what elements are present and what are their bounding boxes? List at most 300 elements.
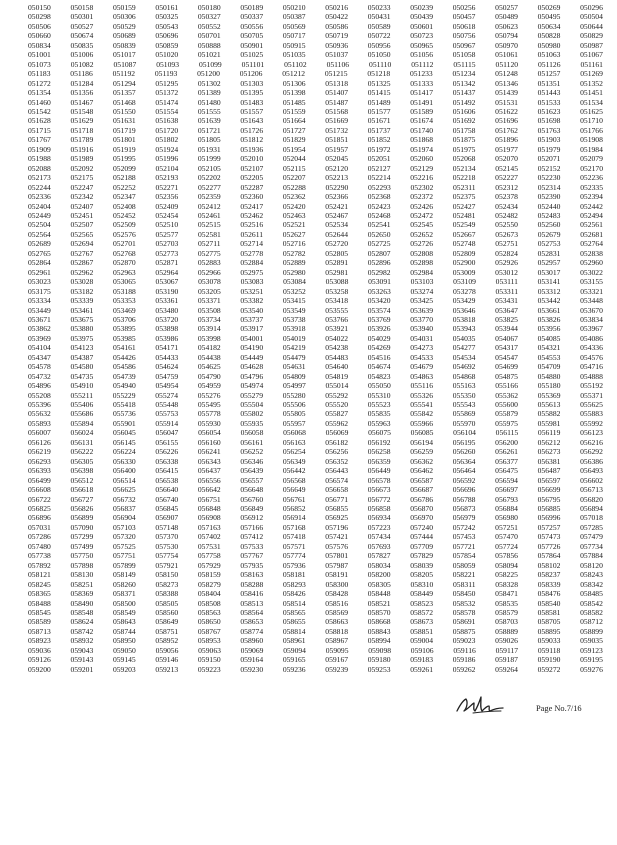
roll-number: 050589 xyxy=(367,21,391,31)
roll-number: 050756 xyxy=(452,31,476,41)
roll-row xyxy=(28,447,603,456)
roll-number: 058814 xyxy=(282,626,306,636)
roll-number: 056658 xyxy=(325,485,349,495)
roll-number: 058673 xyxy=(410,617,433,627)
roll-number: 052694 xyxy=(70,239,94,249)
roll-number: 052611 xyxy=(240,229,263,239)
roll-number: 058851 xyxy=(410,626,433,636)
roll-number: 050327 xyxy=(197,12,221,22)
roll-number: 051954 xyxy=(282,144,306,154)
roll-number: 051110 xyxy=(369,59,392,69)
roll-number: 052494 xyxy=(580,210,603,220)
roll-number: 056722 xyxy=(28,494,51,504)
roll-number: 058310 xyxy=(410,579,434,589)
roll-number: 058514 xyxy=(282,598,306,608)
roll-number: 059190 xyxy=(537,655,561,665)
roll-number: 057444 xyxy=(410,532,433,542)
roll-number: 054171 xyxy=(155,343,179,353)
roll-number: 059223 xyxy=(197,664,221,674)
roll-number: 050552 xyxy=(197,21,221,31)
roll-number: 056820 xyxy=(580,494,603,504)
roll-number: 058542 xyxy=(580,598,603,608)
roll-number: 051623 xyxy=(537,106,561,116)
roll-number: 056155 xyxy=(155,437,179,447)
roll-number: 052468 xyxy=(367,210,391,220)
roll-number: 056556 xyxy=(197,475,221,485)
roll-number: 051372 xyxy=(155,88,179,98)
roll-number: 051669 xyxy=(325,116,349,126)
roll-number: 053825 xyxy=(495,314,518,324)
roll-number: 052461 xyxy=(197,210,221,220)
roll-number: 059069 xyxy=(240,645,264,655)
roll-number: 052216 xyxy=(410,173,433,183)
roll-number: 058712 xyxy=(580,617,603,627)
roll-number: 051740 xyxy=(410,125,433,135)
roll-number: 052550 xyxy=(495,220,518,230)
roll-number: 051851 xyxy=(325,135,349,145)
roll-number: 052423 xyxy=(367,201,391,211)
roll-number: 052805 xyxy=(325,248,349,258)
roll-number: 051989 xyxy=(70,154,94,164)
roll-number: 050859 xyxy=(155,40,179,50)
roll-number: 056192 xyxy=(367,437,391,447)
roll-number: 051346 xyxy=(495,78,518,88)
roll-number: 057724 xyxy=(495,541,518,551)
roll-number: 052360 xyxy=(240,192,264,202)
roll-number: 059200 xyxy=(28,664,51,674)
roll-number: 058293 xyxy=(283,579,306,589)
roll-number: 050901 xyxy=(240,40,264,50)
roll-number: 052207 xyxy=(282,173,306,183)
roll-number: 052071 xyxy=(537,154,561,164)
roll-number: 056574 xyxy=(325,475,349,485)
roll-number: 056640 xyxy=(155,485,179,495)
roll-number: 057827 xyxy=(367,551,391,561)
roll-number: 054547 xyxy=(495,352,518,362)
roll-number: 051639 xyxy=(197,116,221,126)
roll-number: 052576 xyxy=(113,229,136,239)
roll-number: 052454 xyxy=(155,210,179,220)
roll-number: 051710 xyxy=(580,116,603,126)
roll-number: 054716 xyxy=(580,362,603,372)
roll-number: 057242 xyxy=(452,522,476,532)
roll-number: 054732 xyxy=(28,371,51,381)
roll-number: 051356 xyxy=(70,88,94,98)
roll-number: 051058 xyxy=(452,50,476,60)
roll-number: 052407 xyxy=(70,201,94,211)
roll-number: 053111 xyxy=(495,277,518,287)
roll-number: 051193 xyxy=(154,69,178,79)
roll-number: 058476 xyxy=(537,589,561,599)
roll-number: 056069 xyxy=(325,428,349,438)
roll-number: 058059 xyxy=(452,560,476,570)
roll-number: 050306 xyxy=(112,12,136,22)
roll-row xyxy=(28,324,603,333)
roll-number: 059098 xyxy=(368,645,392,655)
roll-number: 056195 xyxy=(452,437,476,447)
roll-number: 053895 xyxy=(112,324,136,334)
roll-number: 055520 xyxy=(325,400,349,410)
roll-number: 058767 xyxy=(197,626,221,636)
roll-number: 052516 xyxy=(240,220,264,230)
roll-number: 053065 xyxy=(113,277,136,287)
roll-number: 053258 xyxy=(325,286,349,296)
roll-number: 053251 xyxy=(240,286,264,296)
roll-row xyxy=(28,532,603,541)
roll-row xyxy=(28,457,603,466)
roll-number: 058564 xyxy=(240,608,264,617)
roll-number: 056449 xyxy=(367,466,391,476)
roll-number: 052984 xyxy=(410,267,433,277)
roll-number: 058535 xyxy=(495,598,518,608)
roll-number: 051248 xyxy=(495,69,518,79)
roll-number: 054974 xyxy=(240,381,264,391)
roll-number: 050161 xyxy=(155,3,179,12)
roll-number: 052375 xyxy=(452,192,476,202)
roll-number: 052870 xyxy=(112,258,136,268)
roll-number: 053770 xyxy=(410,314,433,324)
roll-number: 053926 xyxy=(367,324,391,334)
roll-number: 055418 xyxy=(112,400,136,410)
roll-number: 051302 xyxy=(197,78,221,88)
roll-number: 050970 xyxy=(495,40,518,50)
roll-number: 056826 xyxy=(70,504,94,514)
roll-number: 059118 xyxy=(537,645,561,655)
roll-number: 056261 xyxy=(495,447,518,457)
roll-number: 054586 xyxy=(112,362,136,372)
roll-number: 055883 xyxy=(580,409,603,419)
roll-number: 058703 xyxy=(495,617,518,627)
roll-number: 052359 xyxy=(197,192,221,202)
roll-number: 052966 xyxy=(197,267,221,277)
roll-number: 053022 xyxy=(580,267,603,277)
roll-row xyxy=(28,60,603,69)
roll-row xyxy=(28,258,603,267)
roll-number: 057412 xyxy=(240,532,264,542)
roll-number: 056795 xyxy=(537,494,561,504)
roll-row xyxy=(28,220,603,229)
roll-number: 056979 xyxy=(452,513,476,523)
roll-number: 059253 xyxy=(367,664,391,674)
roll-number: 054823 xyxy=(367,371,391,381)
roll-number: 058578 xyxy=(452,608,476,617)
roll-number: 053103 xyxy=(410,277,434,287)
roll-number: 051696 xyxy=(495,116,518,126)
roll-number: 051106 xyxy=(326,59,350,69)
roll-number: 058471 xyxy=(495,589,518,599)
roll-row xyxy=(28,12,603,21)
roll-number: 056751 xyxy=(197,494,221,504)
roll-number: 050717 xyxy=(282,31,306,41)
roll-number: 051908 xyxy=(580,135,603,145)
roll-number: 058449 xyxy=(410,589,433,599)
roll-number: 056126 xyxy=(28,437,51,447)
roll-number: 052509 xyxy=(112,220,136,230)
roll-number: 053956 xyxy=(537,324,561,334)
roll-number: 051555 xyxy=(197,106,221,116)
roll-number: 054739 xyxy=(112,371,136,381)
roll-number: 057801 xyxy=(325,551,349,561)
roll-number: 053431 xyxy=(495,296,518,306)
roll-number: 052462 xyxy=(240,210,264,220)
roll-number: 052507 xyxy=(70,220,94,230)
roll-number: 054269 xyxy=(367,343,391,353)
roll-number: 053918 xyxy=(282,324,306,334)
roll-number: 057499 xyxy=(70,541,94,551)
roll-number: 052378 xyxy=(495,192,518,202)
roll-number: 050915 xyxy=(282,40,306,50)
roll-number: 055166 xyxy=(495,381,518,391)
roll-number: 057090 xyxy=(70,522,94,532)
roll-number: 050705 xyxy=(240,31,264,41)
roll-number: 056934 xyxy=(367,513,391,523)
roll-number: 051988 xyxy=(28,154,51,164)
roll-number: 052290 xyxy=(325,182,349,192)
roll-number: 056258 xyxy=(367,447,391,457)
roll-number: 056760 xyxy=(240,494,264,504)
roll-number: 059262 xyxy=(452,664,476,674)
roll-number: 056260 xyxy=(452,447,476,457)
roll-number: 057899 xyxy=(112,560,136,570)
roll-number: 052293 xyxy=(368,182,391,192)
roll-number: 052679 xyxy=(537,229,561,239)
roll-number: 056849 xyxy=(240,504,264,514)
roll-number: 052896 xyxy=(367,258,391,268)
roll-number: 058961 xyxy=(282,636,306,646)
roll-number: 051557 xyxy=(240,106,264,116)
roll-number: 054640 xyxy=(325,362,349,372)
roll-number: 058328 xyxy=(495,579,518,589)
roll-number: 056642 xyxy=(197,485,221,495)
roll-number: 056848 xyxy=(197,504,221,514)
roll-number: 056359 xyxy=(367,456,391,466)
roll-number: 058565 xyxy=(282,608,306,617)
roll-row xyxy=(28,599,603,608)
roll-number: 052366 xyxy=(325,192,349,202)
roll-number: 055930 xyxy=(197,418,221,428)
roll-number: 051919 xyxy=(112,144,136,154)
roll-row xyxy=(28,665,603,674)
roll-number: 052726 xyxy=(410,239,433,249)
roll-number: 058221 xyxy=(452,570,476,580)
roll-number: 058653 xyxy=(240,617,264,627)
roll-number: 058516 xyxy=(325,598,349,608)
roll-row xyxy=(28,173,603,182)
roll-number: 056894 xyxy=(580,504,603,514)
roll-number: 055350 xyxy=(452,390,476,400)
roll-number: 051021 xyxy=(197,50,221,60)
roll-number: 051996 xyxy=(155,154,179,164)
roll-number: 053986 xyxy=(155,333,179,343)
roll-number: 056160 xyxy=(197,437,221,447)
roll-number: 057530 xyxy=(155,541,179,551)
roll-number: 055632 xyxy=(28,409,51,419)
roll-number: 056538 xyxy=(155,475,179,485)
roll-number: 051333 xyxy=(410,78,433,88)
roll-number: 055163 xyxy=(452,381,476,391)
roll-number: 056608 xyxy=(28,485,51,495)
roll-number: 055371 xyxy=(580,390,603,400)
roll-number: 058311 xyxy=(453,579,476,589)
roll-number: 055894 xyxy=(70,418,94,428)
roll-number: 052099 xyxy=(113,163,136,173)
roll-number: 051875 xyxy=(452,135,476,145)
roll-number: 056996 xyxy=(537,513,561,523)
roll-number: 059239 xyxy=(325,664,349,674)
roll-number: 056058 xyxy=(240,428,264,438)
roll-number: 056226 xyxy=(155,447,179,457)
roll-number: 050239 xyxy=(410,3,433,12)
roll-number: 051789 xyxy=(70,135,94,145)
roll-number: 057571 xyxy=(282,541,306,551)
roll-number: 058994 xyxy=(367,636,391,646)
roll-number: 056896 xyxy=(28,513,51,523)
roll-number: 050834 xyxy=(28,40,51,50)
roll-number: 058570 xyxy=(367,608,391,617)
roll-number: 058953 xyxy=(197,636,221,646)
roll-number: 055802 xyxy=(240,409,264,419)
roll-number: 058952 xyxy=(155,636,179,646)
roll-number: 051439 xyxy=(495,88,518,98)
roll-number: 054479 xyxy=(282,352,306,362)
roll-number: 054516 xyxy=(367,352,391,362)
roll-number: 058751 xyxy=(155,626,179,636)
roll-number: 052213 xyxy=(325,173,349,183)
roll-number: 057935 xyxy=(240,560,264,570)
roll-number: 058643 xyxy=(112,617,136,627)
roll-number: 051101 xyxy=(241,59,265,69)
roll-number: 055543 xyxy=(452,400,476,410)
roll-number: 052975 xyxy=(240,267,264,277)
roll-number: 050257 xyxy=(495,3,518,12)
roll-number: 052467 xyxy=(325,210,349,220)
roll-number: 052510 xyxy=(155,220,179,230)
roll-number: 058549 xyxy=(112,608,136,617)
roll-number: 057754 xyxy=(155,551,179,561)
roll-number: 052773 xyxy=(155,248,179,258)
roll-number: 052534 xyxy=(325,220,349,230)
roll-number: 051718 xyxy=(70,125,94,135)
roll-number: 051802 xyxy=(155,135,179,145)
roll-number: 052778 xyxy=(240,248,264,258)
roll-number: 054954 xyxy=(155,381,179,391)
roll-number: 052145 xyxy=(495,163,518,173)
roll-number: 051622 xyxy=(495,106,518,116)
roll-row xyxy=(28,353,603,362)
roll-number: 059146 xyxy=(155,655,179,665)
roll-row xyxy=(28,391,603,400)
roll-number: 053508 xyxy=(197,305,221,315)
roll-number: 050527 xyxy=(70,21,94,31)
roll-number: 051643 xyxy=(240,116,264,126)
roll-number: 056085 xyxy=(410,428,434,438)
roll-number: 051468 xyxy=(112,97,136,107)
roll-number: 051715 xyxy=(28,125,51,135)
roll-number: 058889 xyxy=(495,626,518,636)
roll-number: 051398 xyxy=(282,88,306,98)
roll-row xyxy=(28,617,603,626)
roll-number: 051115 xyxy=(453,59,476,69)
roll-number: 057285 xyxy=(580,522,603,532)
roll-number: 059261 xyxy=(410,664,433,674)
roll-number: 051548 xyxy=(70,106,94,116)
roll-number: 054735 xyxy=(70,371,94,381)
roll-number: 052152 xyxy=(537,163,561,173)
roll-number: 055116 xyxy=(410,381,433,391)
roll-number: 058663 xyxy=(325,617,349,627)
roll-number: 058540 xyxy=(537,598,561,608)
roll-number: 052472 xyxy=(410,210,433,220)
roll-number: 053448 xyxy=(580,296,603,306)
roll-number: 058932 xyxy=(70,636,94,646)
roll-number: 054438 xyxy=(197,352,221,362)
roll-number: 052764 xyxy=(580,239,603,249)
roll-number: 057251 xyxy=(495,522,518,532)
roll-number: 051896 xyxy=(495,135,518,145)
roll-number: 058181 xyxy=(282,570,306,580)
roll-number: 057525 xyxy=(112,541,136,551)
roll-number: 052807 xyxy=(367,248,391,258)
roll-number: 052481 xyxy=(452,210,476,220)
roll-number: 050150 xyxy=(28,3,51,12)
roll-number: 052711 xyxy=(198,239,221,249)
roll-number: 050216 xyxy=(325,3,349,12)
roll-row xyxy=(28,523,603,532)
roll-number: 058034 xyxy=(367,560,391,570)
roll-number: 053921 xyxy=(325,324,349,334)
roll-number: 051489 xyxy=(367,97,391,107)
roll-number: 051727 xyxy=(282,125,306,135)
roll-number: 053555 xyxy=(325,305,349,315)
roll-number: 056123 xyxy=(580,428,603,438)
roll-number: 058448 xyxy=(367,589,391,599)
roll-row xyxy=(28,69,603,78)
roll-number: 050722 xyxy=(367,31,391,41)
roll-row xyxy=(28,580,603,589)
roll-number: 052193 xyxy=(155,173,179,183)
roll-number: 057758 xyxy=(197,551,221,561)
roll-number: 058569 xyxy=(325,608,349,617)
roll-number: 056386 xyxy=(580,456,603,466)
roll-number: 051868 xyxy=(410,135,433,145)
roll-number: 051829 xyxy=(282,135,306,145)
roll-row xyxy=(28,504,603,513)
roll-row xyxy=(28,334,603,343)
roll-number: 055180 xyxy=(537,381,561,391)
roll-number: 051737 xyxy=(367,125,391,135)
roll-number: 050269 xyxy=(537,3,561,12)
roll-number: 058650 xyxy=(197,617,221,627)
roll-number: 051417 xyxy=(410,88,433,98)
roll-number: 054433 xyxy=(155,352,179,362)
roll-number: 053461 xyxy=(70,305,94,315)
roll-number: 058572 xyxy=(410,608,433,617)
roll-row xyxy=(28,50,603,59)
roll-number: 054625 xyxy=(197,362,221,372)
roll-number: 058818 xyxy=(325,626,349,636)
roll-number: 056343 xyxy=(197,456,221,466)
roll-number: 057576 xyxy=(325,541,349,551)
roll-number: 052768 xyxy=(112,248,136,258)
roll-number: 058490 xyxy=(70,598,94,608)
roll-number: 056858 xyxy=(367,504,391,514)
roll-number: 056845 xyxy=(155,504,179,514)
roll-number: 052549 xyxy=(452,220,476,230)
roll-number: 058967 xyxy=(325,636,349,646)
roll-number: 052482 xyxy=(495,210,518,220)
roll-number: 057721 xyxy=(452,541,476,551)
roll-number: 056222 xyxy=(70,447,94,457)
